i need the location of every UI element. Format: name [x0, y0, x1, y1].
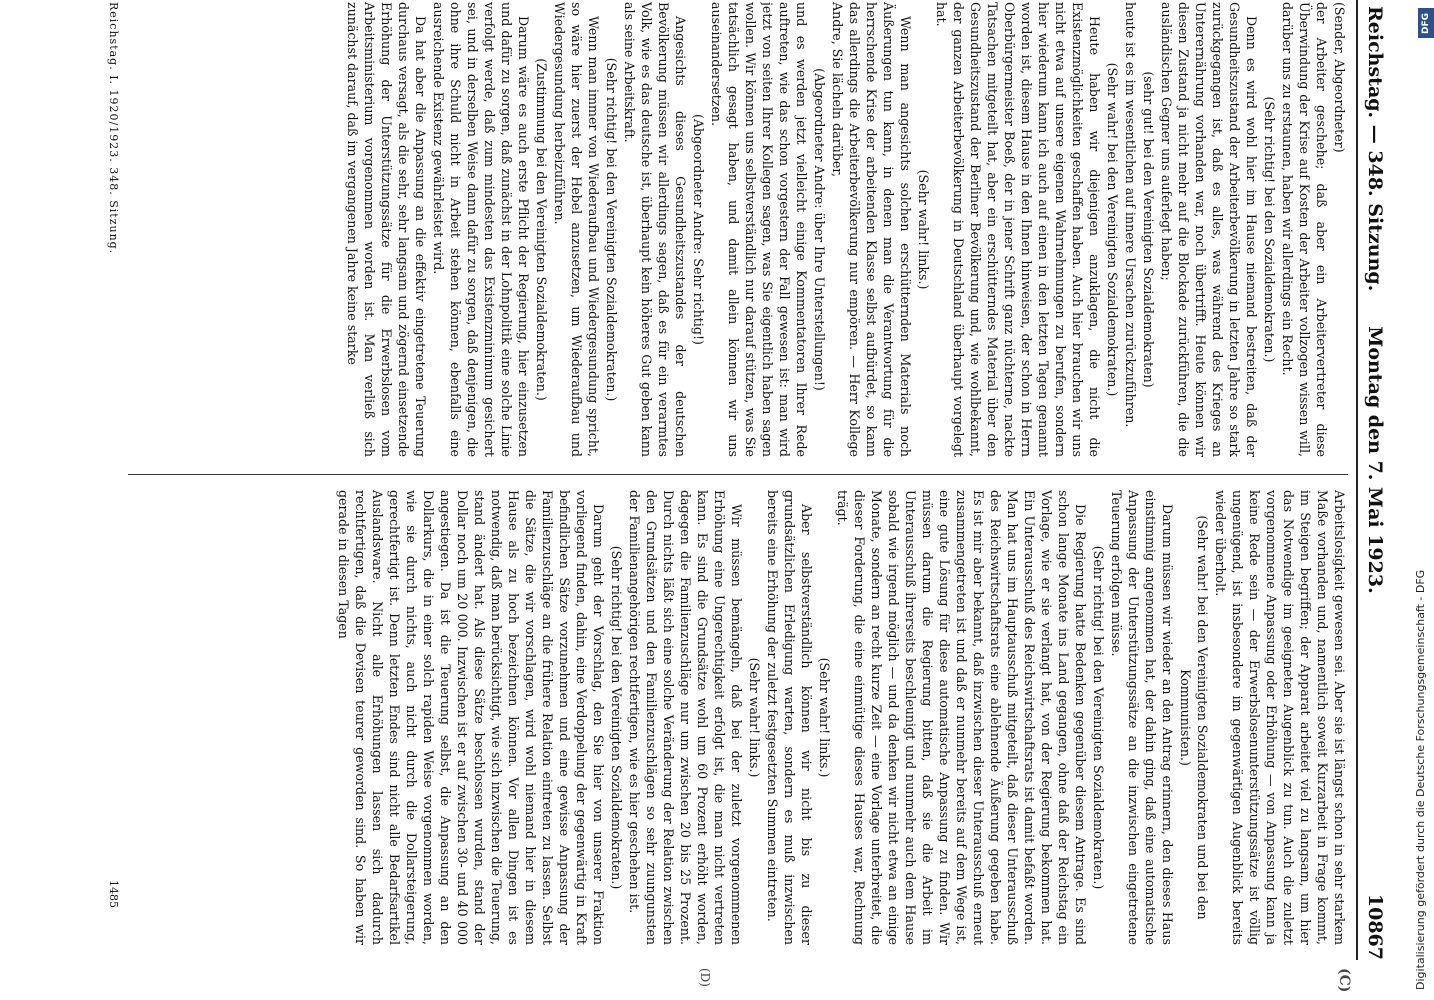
- paragraph: Angesichts dieses Gesundheitszustandes der deutschen Bevölkerung müssen wir allerdings sagen, daß es für ein verarmtes Volk, wie es das deutsche ist, überhaupt kein höheres Gut geben kann als seine Arbeitskraft.: [622, 2, 688, 457]
- paragraph: Darum wäre es auch erste Pflicht der Regierung, hier einzusetzen und dafür zu sorgen, daß zunächst in der Lohnpolitik eine solche Linie verfolgt werde, daß zum mindesten das Existenzminimum gesichert sei, und in derselben Weise dann dafür zu sorgen, daß denjenigen, die ohne ihre Schuld nicht in Arbeit stehen können, ebenfalls eine ausreichende Existenz gewährleistet wird.: [431, 2, 531, 457]
- digitization-note: Digitalisierung gefördert durch die Deutsche Forschungsgemeinschaft - DFG: [1414, 569, 1427, 990]
- paragraph: Die Regierung hatte Bedenken gegenüber diesem Antrage. Es sind schon lange Monate ins Land gegangen, ohne daß der Reichstag ein Vorlage, wie er sie verlangt hat, von der Regierung bekommen hat. Ein Unterausschuß des Reichswirtschaftsrats ist damit befaßt worden. Man hat uns im Hauptausschuß mitgeteilt, daß dieser Unterausschuß des Reichswirtschaftsrats eine ablehnende Äußerung gegeben habe. Es ist mir aber bekannt, daß inzwischen dieser Unterausschuß erneut zusammengetreten ist und daß er nunmehr bereits auf dem Wege ist, eine gute Lösung für diese automatische Anpassung zu finden. Wir müssen darum die Regierung bitten, daß sie die Arbeit im Unterausschuß ihrerseits beschleunigt und nunmehr auch dem Hause sobald wie irgend möglich — und da denken wir nicht etwa an einige Monate, sondern an recht kurze Zeit — eine Vorlage unterbreitet, die dieser Forderung, die eine einmütige dieses Hauses war, Rechnung trägt.: [835, 490, 1088, 945]
- paragraph: der Arbeiter geschehe; daß aber ein Arbeitervertreter diese Überwindung der Krise auf Kosten der Arbeiter vollzogen wissen will, darüber uns zu erstaunen, haben wir allerdings ein Recht.: [1280, 2, 1329, 457]
- dfg-logo: DFG: [1418, 8, 1434, 38]
- paragraph: Aber selbstverständlich können wir nicht bis zu dieser grundsätzlichen Erledigung warten, sondern es muß inzwischen bereits eine Erhöhung der zuletzt festgesetzten Summen eintreten.: [765, 490, 814, 945]
- interjection: (Sehr wahr! links.): [747, 657, 762, 778]
- footer-sheet-number: 1485: [107, 880, 120, 908]
- speaker-line: (Sender, Abgeordneter): [1332, 2, 1347, 153]
- interjection: (Sehr wahr! links.): [916, 169, 931, 290]
- interjection: (Zustimmung bei den Vereinigten Sozialdemokraten.): [534, 58, 549, 401]
- interjection: (Sehr richtig! bei den Sozialdemokraten.): [1262, 96, 1277, 363]
- paragraph: Wenn man immer von Wiederaufbau und Wiedergesundung spricht, so wäre hier zuerst der Hebel anzusetzen, um Wiederaufbau und Wiedergesundung herbeizuführen.: [552, 2, 601, 457]
- interjection: (Abgeordneter Andre: Sehr richtig!): [691, 114, 706, 345]
- header-session: Reichstag. — 348. Sitzung.: [1364, 6, 1386, 292]
- margin-mark-d: (D): [698, 968, 712, 987]
- paragraph: Arbeitslosigkeit gewesen sei. Aber sie ist längst schon in sehr starkem Maße vorhanden und, namentlich soweit Kurzarbeit in Frage kommt, im Steigen begriffen; der Apparat arbeitet viel zu langsam, um hier das Notwendige im geeigneten Augenblick zu tun. Auch die zuletzt vorgenommene Anpassung oder Erhöhung — von Anpassung kann ja keine Rede sein — der Erwerbslosenunterstützungssätze ist völlig ungenügend, ist insbesondere im gegenwärtigen Augenblick bereits wieder überholt.: [1213, 490, 1347, 945]
- header-rule: [1356, 0, 1358, 960]
- paragraph: Denn es wird wohl hier im Hause niemand bestreiten, daß der Gesundheitszustand der Arbeiterbevölkerung in letzten Jahre so stark zurückgegangen ist, daß es alles, was während des Krieges an Unterernährung vorhanden war, noch übertrifft. Heute können wir diesen Zustand ja nicht mehr auf die Blockade zurückführen, die die ausländischen Gegner uns auferlegt haben;: [1159, 2, 1259, 457]
- interjection: (Sehr wahr! bei den Vereinigten Sozialdemokraten.): [1105, 62, 1120, 397]
- paragraph: und es werden jetzt vielleicht einige Kommentatoren Ihrer Rede auftreten, wie das schon vorgestern der Fall gewesen ist: man wird jetzt von seiten Ihrer Kollegen sagen, was Sie eigentlich haben sagen wollen. Wir können uns selbstverständlich nur darauf stützen, was Sie tatsächlich gesagt haben, und damit allein können wir uns auseinandersetzen.: [709, 2, 809, 457]
- header-date: Montag den 7. Mai 1923.: [1364, 326, 1386, 594]
- margin-mark-c: (C): [1336, 968, 1352, 993]
- paragraph: Wenn man angesichts solchen erschütternden Materials noch Äußerungen tun kann, in denen man die Verantwortung für die herrschende Krise der arbeitenden Klasse selbst aufbürdet, so kann das allerdings die Arbeiterbevölkerung nur empören. — Herr Kollege Andre, Sie lächeln darüber,: [830, 2, 913, 457]
- column-divider: [128, 474, 1348, 475]
- interjection: (sehr gut! bei den Vereinigten Sozialdemokraten): [1141, 71, 1156, 388]
- footer-signature: Reichstag. I. 1920/1923. 348. Sitzung.: [107, 2, 120, 255]
- interjection: (Abgeordneter Andre: über Ihre Unterstellungen!): [812, 68, 827, 391]
- scanned-page: [32, 0, 1392, 1000]
- paragraph: Darum geht der Vorschlag, den Sie hier von unserer Fraktion vorliegend finden, dahin, eine Verdoppelung der gegenwärtig in Kraft befindlichen Sätze vorzunehmen und eine gewisse Anpassung der Familienzuschläge an die frühere Relation eintreten zu lassen. Selbst die Sätze, die wir vorschlagen, wird wohl niemand hier in diesem Hause als zu hoch bezeichnen können. Vor allen Dingen ist es notwendig, daß man berücksichtigt, wie sich inzwischen die Teuerung, stand ändert hat. Als diese Sätze beschlossen wurden, stand der Dollar noch um 20 000. Inzwischen ist er auf zwischen 30- und 40 000 angestiegen. Da ist die Teuerung selbst, die Anpassung an den Dollarkurs, die in einer solch rapiden Weise vorgenommen worden, wie sie durch nichts, auch nicht durch die Dollarsteigerung, gerechtfertigt ist. Denn letzten Endes sind nicht alle Bedarfsartikel Auslandsware. Nicht alle Erhöhungen lassen sich dadurch rechtfertigen, daß die Devisen teurer geworden sind. So haben wir gerade in diesen Tagen: [336, 490, 606, 945]
- interjection: (Sehr richtig! bei den Vereinigten Sozialdemokraten.): [1091, 545, 1106, 890]
- interjection: (Sehr richtig! bei den Vereinigten Sozialdemokraten.): [604, 57, 619, 402]
- paragraph: heute ist es im wesentlichen auf innere Ursachen zurückzuführen.: [1123, 2, 1138, 428]
- interjection: (Sehr wahr! bei den Vereinigten Sozialdemokraten und bei den Kommunisten.): [1178, 515, 1210, 920]
- left-column: [128, 2, 1348, 457]
- paragraph: Wir müssen bemängeln, daß bei der zuletzt vorgenommenen Erhöhung eine Ungerechtigkeit erfolgt ist, die man nicht vertreten kann. Es sind die Grundsätze wohl um 60 Prozent erhöht worden, dagegen die Familienzuschläge nur um zwischen 20 bis 25 Prozent. Durch nichts läßt sich eine solche Veränderung der Relation zwischen den Grundsätzen und den Familienzuschlägen so sehr zuungunsten der Familienangehörigen rechtfertigen, wie es hier geschehen ist.: [627, 490, 744, 945]
- paragraph: Heute haben wir diejenigen anzuklagen, die nicht die Existenzmöglichkeiten geschaffen haben. Auch hier brauchen wir uns nicht etwa auf unsere eigenen Wahrnehmungen zu berufen, sondern hier wiederum kann ich auch auf einen in den letzten Tagen genannt worden ist, diesem Hause in den Ihnen hinweisen, der schon in Herrn Oberbürgermeister Boeß, der in jener Schrift ganz nüchterne, nackte Tatsachen mitgeteilt hat, aber ein erschütterndes Material über den Gesundheitszustand der Berliner Bevölkerung und, wie wohlbekannt, der ganzen Arbeiterbevölkerung in Deutschland überhaupt vorgelegt hat.: [934, 2, 1102, 457]
- page-header: [1358, 0, 1392, 960]
- paragraph: Darum müssen wir wieder an den Antrag erinnern, den dieses Haus einstimmig angenommen hat, der dahin ging, daß eine automatische Anpassung der Unterstützungssätze an die inzwischen eingetretene Teuerung erfolgen müsse.: [1109, 490, 1175, 945]
- interjection: (Sehr wahr! links.): [817, 657, 832, 778]
- interjection: (Sehr richtig! bei den Vereinigten Sozialdemokraten.): [609, 545, 624, 890]
- right-column: [128, 490, 1348, 945]
- header-page-number: 10867: [1364, 893, 1386, 960]
- paragraph: Da hat aber die Anpassung an die effektiv eingetretene Teuerung durchaus versagt, als die sehr, sehr langsam und zögernd einsetzende Erhöhung der Unterstützungssätze für die Erwerbslosen vom Arbeitsministerium vorgenommen worden ist. Man verließ sich zunächst darauf, daß im vergangenen Jahre keine starke: [345, 2, 428, 457]
